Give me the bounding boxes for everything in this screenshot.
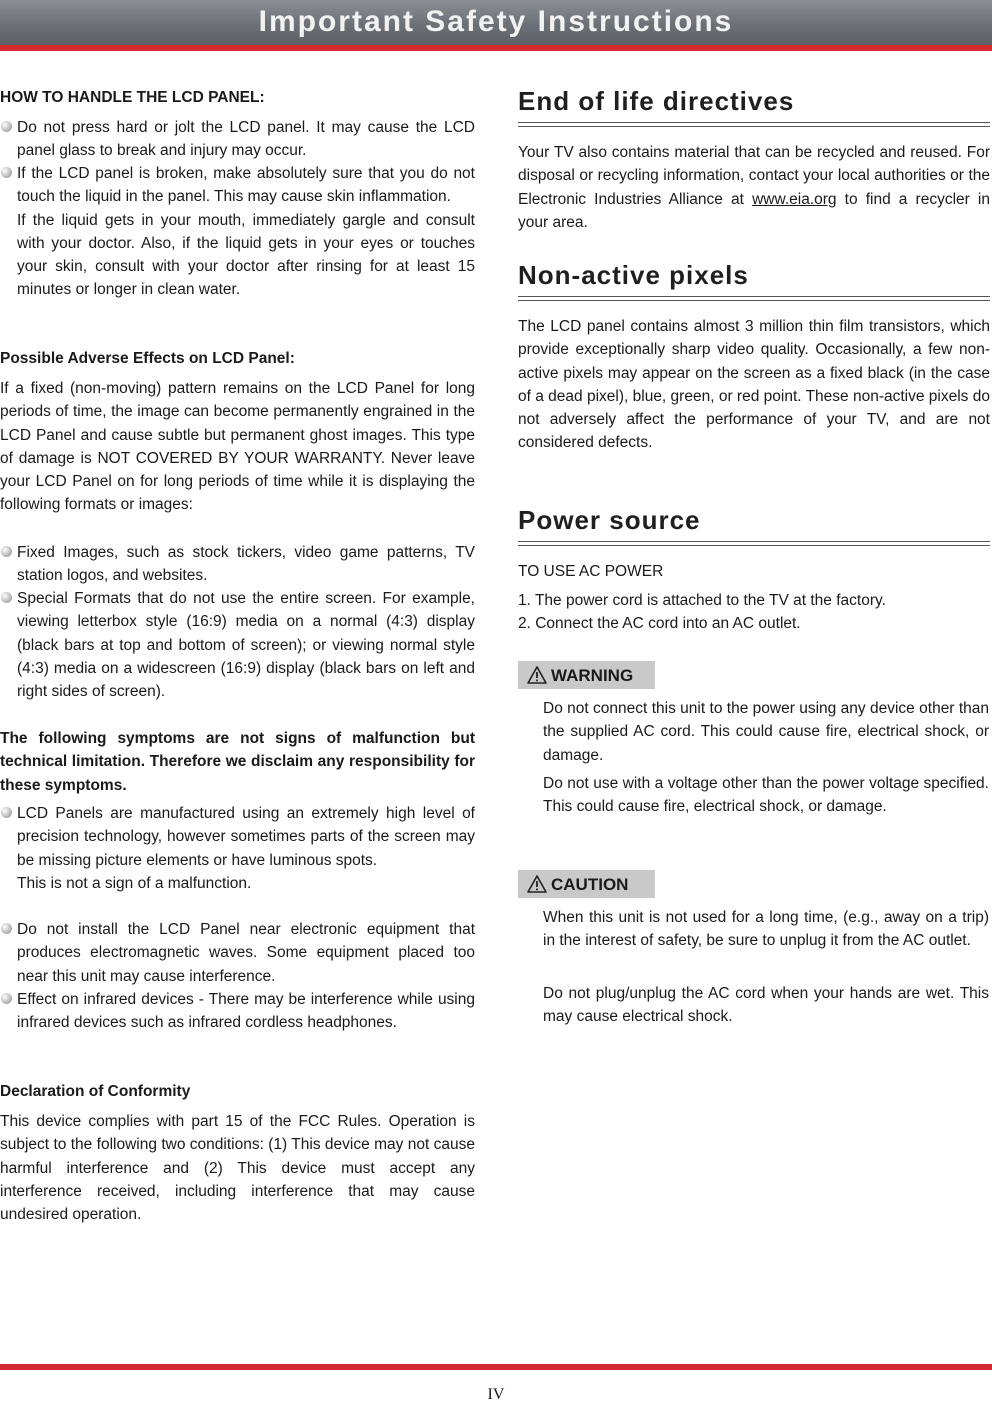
page-number: IV xyxy=(487,1386,505,1403)
caution-item: When this unit is not used for a long time, (e.g., away on a trip) in the interest of safety, be sure to unplug it from the AC outlet. xyxy=(543,909,989,950)
bullet-icon xyxy=(1,993,12,1004)
warning-label xyxy=(518,661,655,689)
list-item xyxy=(0,918,475,988)
adverse-effects-body: If a fixed (non-moving) pattern remains on the LCD Panel for long periods of time, the image can become permanently engrained in the LCD Panel and cause subtle but permanent ghost images. This type of damage is NOT COVERED BY YOUR WARRANTY. Never leave your LCD Panel on for long periods of time while it is displaying the following formats or images: xyxy=(0,380,475,514)
power-step: 1. The power cord is attached to the TV at the factory. xyxy=(518,592,886,609)
list-item xyxy=(0,988,475,1035)
bullet-text: This is not a sign of a malfunction. xyxy=(17,874,252,892)
list-item xyxy=(0,802,475,895)
bullet-text: Effect on infrared devices - There may be interference while using infrared devices such as infrared cordless headphones. xyxy=(17,991,475,1032)
section-divider xyxy=(518,122,990,127)
warning-item: Do not connect this unit to the power using any device other than the supplied AC cord. This could cause fire, electrical shock, or damage. xyxy=(543,700,989,764)
bullet-text: LCD Panels are manufactured using an extremely high level of precision technology, however sometimes parts of the screen may be missing picture elements or have luminous spots. xyxy=(17,805,475,869)
list-item xyxy=(0,162,475,302)
warning-icon xyxy=(526,665,548,685)
non-active-pixels-body: The LCD panel contains almost 3 million thin film transistors, which provide exceptionally sharp video quality. Occasionally, a few non-active pixels may appear on the screen as a fixed black (in the case of a dead pixel), blue, green, or red point. These non-active pixels do not adversely affect the performance of your TV, and are not considered defects. xyxy=(518,318,990,452)
end-of-life-text: Your TV also contains material that can be recycled and reused. For disposal or recycling information, contact your local authorities or the Electronic Industries Alliance at xyxy=(518,144,990,208)
bullet-icon xyxy=(1,592,12,603)
bullet-icon xyxy=(1,807,12,818)
end-of-life-text-end: to find a recycler in your area. xyxy=(518,190,990,231)
warning-label-text: WARNING xyxy=(551,666,634,685)
list-item xyxy=(0,116,475,163)
bullet-text: Fixed Images, such as stock tickers, video game patterns, TV station logos, and websites. xyxy=(17,544,475,585)
eia-link[interactable]: www.eia.org xyxy=(752,190,837,208)
bullet-text: If the LCD panel is broken, make absolutely sure that you do not touch the liquid in the panel. This may cause skin inflammation. xyxy=(17,165,475,206)
power-source-heading: Power source xyxy=(518,505,701,535)
end-of-life-body xyxy=(518,141,990,234)
footer-accent-bar xyxy=(0,1364,992,1370)
bullet-text: Do not press hard or jolt the LCD panel. It may cause the LCD panel glass to break and injury may occur. xyxy=(17,119,475,160)
caution-icon xyxy=(526,874,548,894)
lcd-handling-heading: HOW TO HANDLE THE LCD PANEL: xyxy=(0,89,265,106)
adverse-effects-heading: Possible Adverse Effects on LCD Panel: xyxy=(0,350,295,367)
bullet-icon xyxy=(1,546,12,557)
warning-item: Do not use with a voltage other than the power voltage specified. This could cause fire, electrical shock, or damage. xyxy=(543,775,989,816)
bullet-text: If the liquid gets in your mouth, immediately gargle and consult with your doctor. Also, if the liquid gets in your eyes or touches your skin, consult with your doctor after rinsing for at least 15 minutes or longer in clean water. xyxy=(17,211,475,299)
bullet-icon xyxy=(1,923,12,934)
bullet-icon xyxy=(1,167,12,178)
list-item xyxy=(0,541,475,588)
bullet-icon xyxy=(1,121,12,132)
end-of-life-heading: End of life directives xyxy=(518,86,795,116)
list-item xyxy=(0,587,475,703)
conformity-body: This device complies with part 15 of the FCC Rules. Operation is subject to the following two conditions: (1) This device may not cause harmful interference and (2) This device must accept any interference received, including interference that may cause undesired operation. xyxy=(0,1113,475,1224)
non-active-pixels-heading: Non-active pixels xyxy=(518,260,749,290)
section-divider xyxy=(518,541,990,546)
caution-item: Do not plug/unplug the AC cord when your hands are wet. This may cause electrical shock. xyxy=(543,985,989,1026)
page-title: Important Safety Instructions xyxy=(258,5,734,38)
header-accent-bar xyxy=(0,45,992,51)
header-banner xyxy=(0,0,992,45)
bullet-text: Do not install the LCD Panel near electronic equipment that produces electromagnetic waves. Some equipment placed too near this unit may cause interference. xyxy=(17,921,475,985)
section-divider xyxy=(518,296,990,301)
power-step: 2. Connect the AC cord into an AC outlet. xyxy=(518,615,801,632)
caution-label xyxy=(518,870,655,898)
symptoms-heading: The following symptoms are not signs of malfunction but technical limitation. Therefore we disclaim any responsibility for these symptoms. xyxy=(0,730,475,794)
conformity-heading: Declaration of Conformity xyxy=(0,1083,191,1100)
bullet-text: Special Formats that do not use the entire screen. For example, viewing letterbox style (16:9) media on a normal (4:3) display (black bars at top and bottom of screen); or viewing normal style (4:3) media on a widescreen (16:9) display (black bars on left and right sides of screen). xyxy=(17,590,475,701)
caution-label-text: CAUTION xyxy=(551,875,629,894)
power-subheading: TO USE AC POWER xyxy=(518,563,664,580)
